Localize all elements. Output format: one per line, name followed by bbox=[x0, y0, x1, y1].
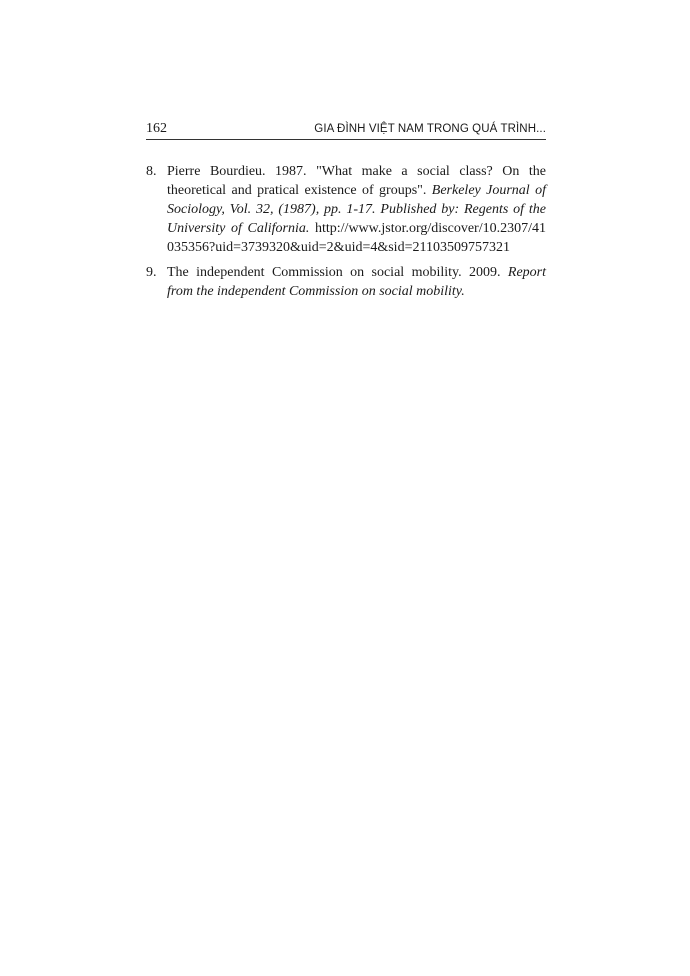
reference-url[interactable]: http://www.jstor.org/discover/10.2307/41035356?uid=3739320&uid=2&uid=4&sid=21103509757321 bbox=[167, 221, 546, 255]
reference-text bbox=[167, 263, 546, 301]
reference-entry-8 bbox=[146, 162, 546, 257]
page-number: 162 bbox=[146, 121, 167, 136]
reference-source: Report from the independent Commission on social mobility. bbox=[167, 265, 546, 299]
reference-title: "What make a social class? On the theoretical and pratical existence of groups". bbox=[167, 164, 546, 198]
reference-entry-9 bbox=[146, 263, 546, 301]
reference-number: 8. bbox=[146, 164, 157, 179]
reference-text bbox=[167, 162, 546, 257]
reference-author-date: The independent Commission on social mobility. 2009. bbox=[167, 265, 508, 280]
reference-source: Berkeley Journal of Sociology, Vol. 32, (1987), pp. 1-17. Published by: Regents of the University of California. bbox=[167, 183, 546, 236]
reference-number: 9. bbox=[146, 265, 157, 280]
running-header bbox=[146, 121, 546, 140]
reference-list bbox=[146, 162, 546, 307]
running-title: GIA ĐÌNH VIỆT NAM TRONG QUÁ TRÌNH... bbox=[314, 123, 546, 135]
reference-author-date: Pierre Bourdieu. 1987. bbox=[167, 164, 317, 179]
